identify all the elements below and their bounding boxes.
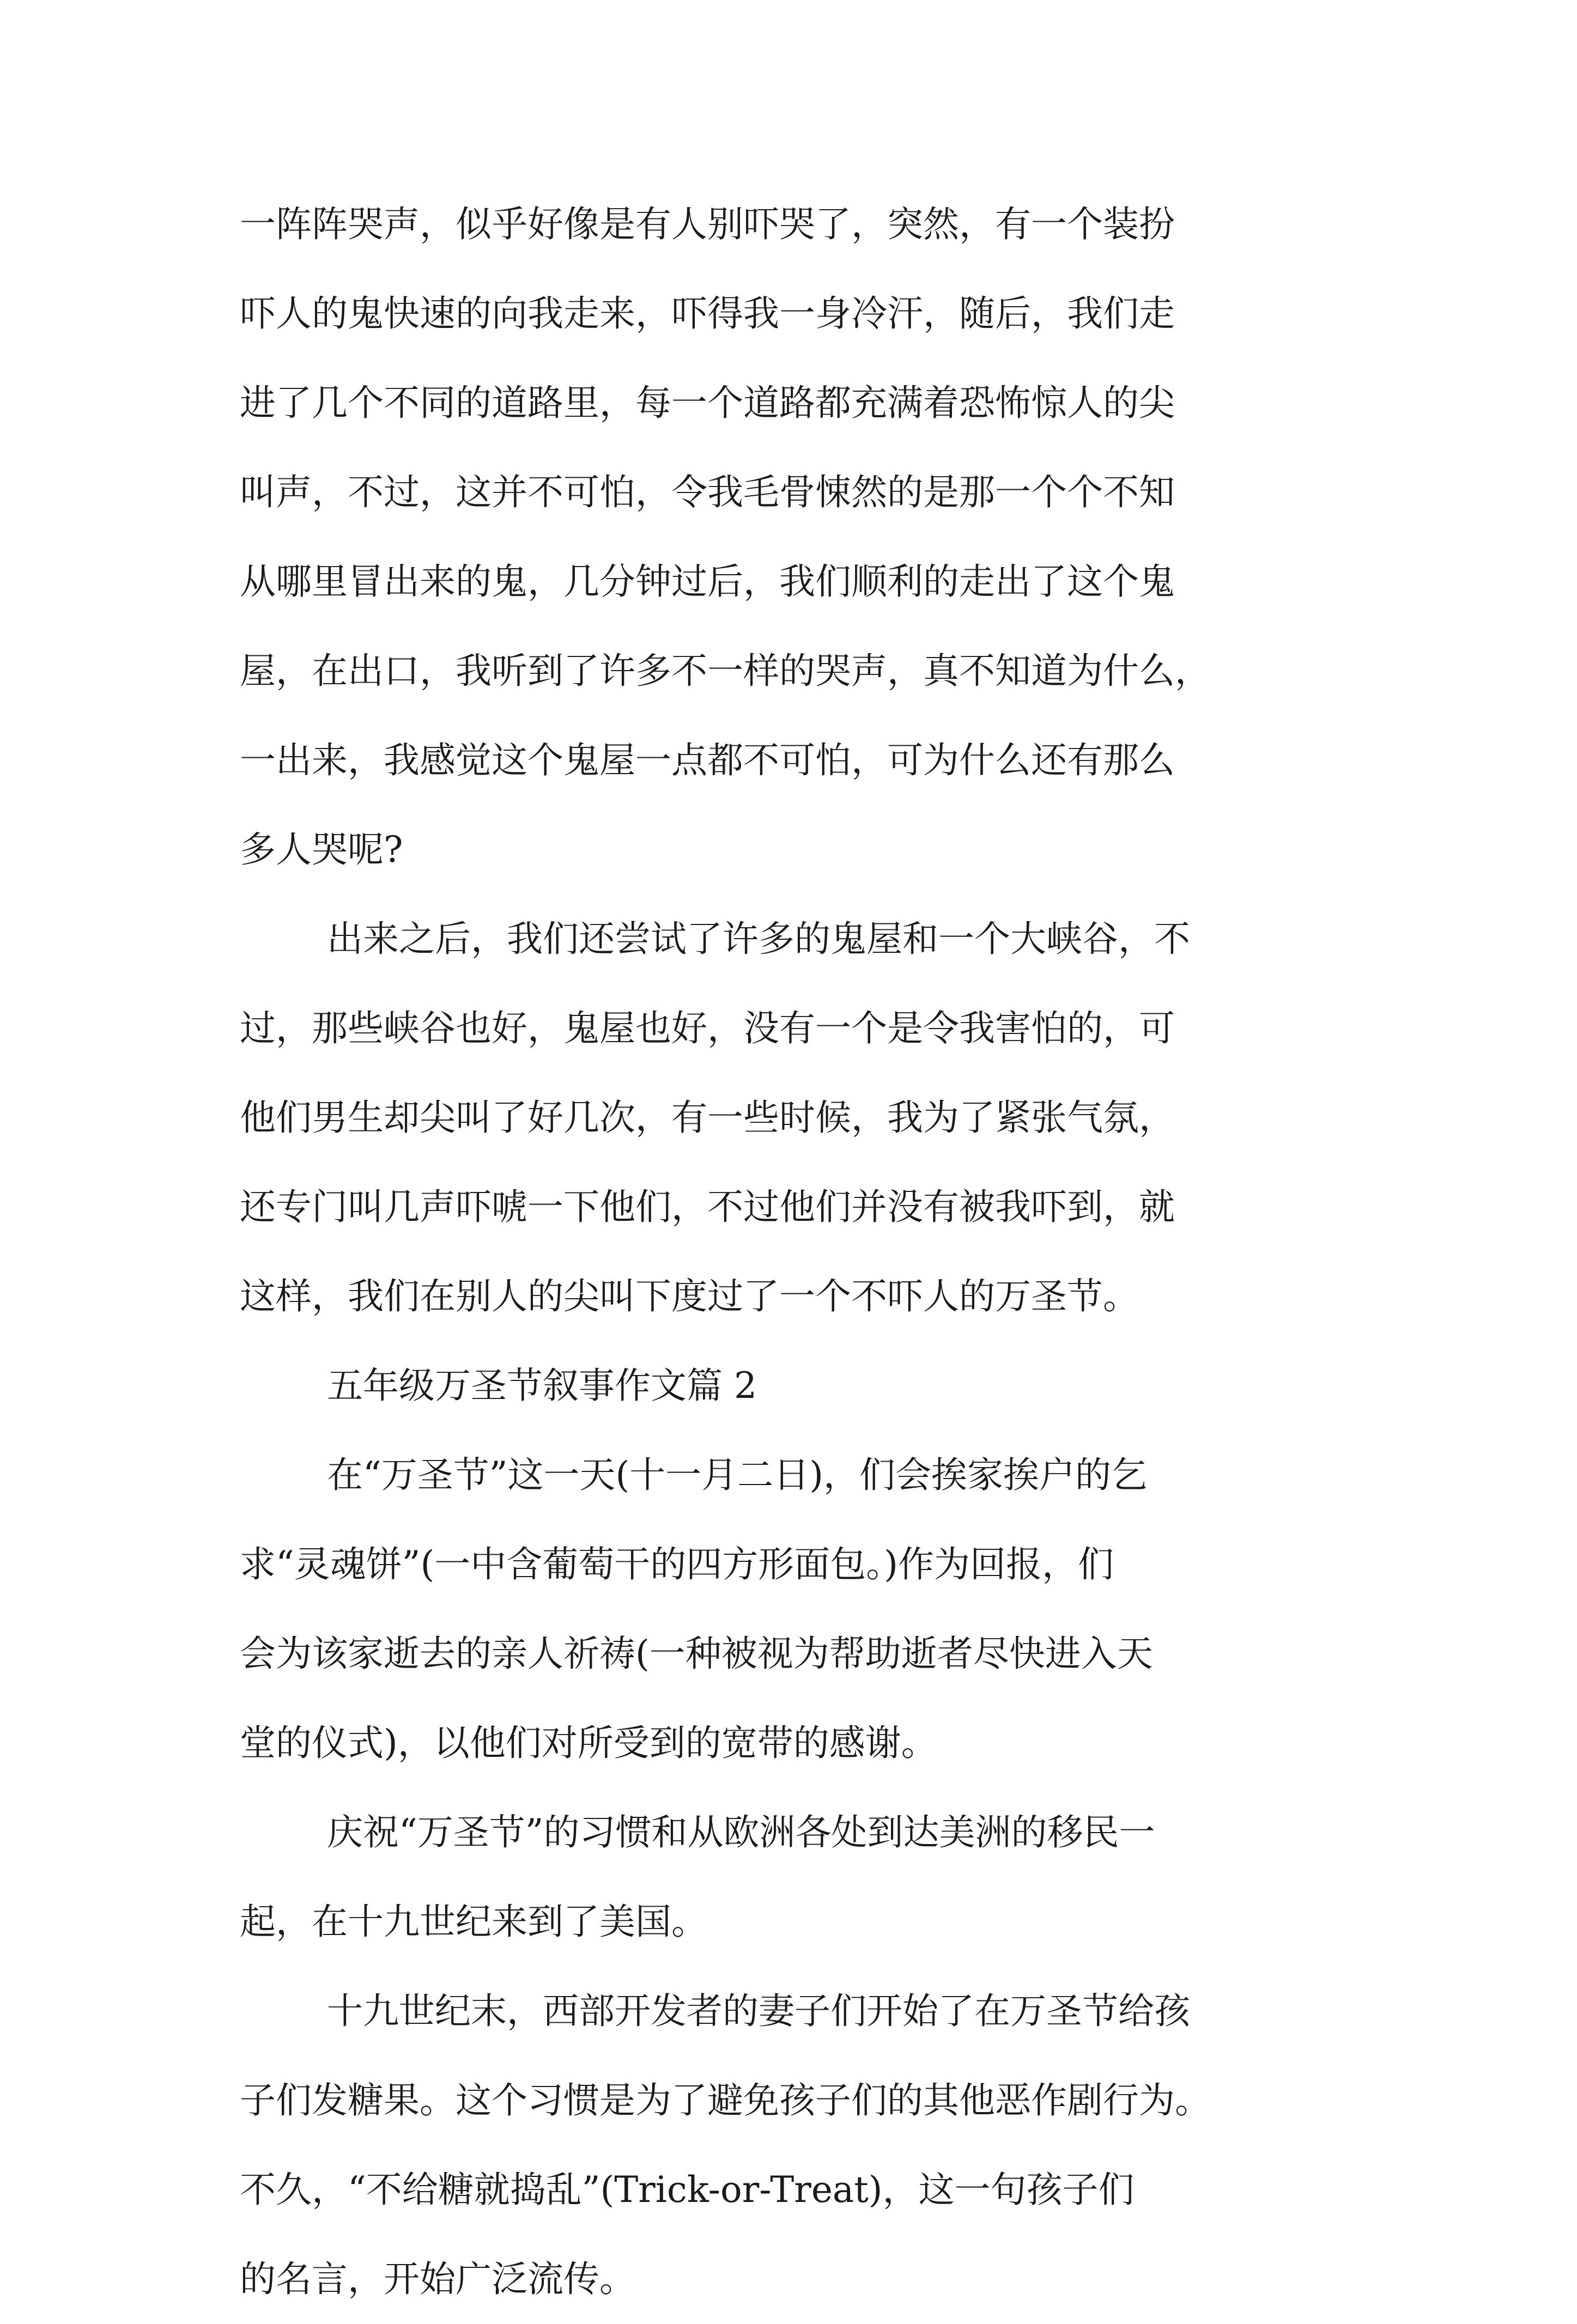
- text-line: 一出来，我感觉这个鬼屋一点都不可怕，可为什么还有那么: [240, 739, 1175, 781]
- text-line: 出来之后，我们还尝试了许多的鬼屋和一个大峡谷，不: [327, 918, 1190, 960]
- text-line: 进了几个不同的道路里，每一个道路都充满着恐怖惊人的尖: [240, 382, 1175, 424]
- text-line: 多人哭呢?: [240, 829, 403, 871]
- text-line: 堂的仪式)，以他们对所受到的宽带的感谢。: [240, 1722, 937, 1764]
- document-body: [240, 180, 1346, 2324]
- text-line: 还专门叫几声吓唬一下他们，不过他们并没有被我吓到，就: [240, 1186, 1175, 1228]
- text-line: 十九世纪末，西部开发者的妻子们开始了在万圣节给孩: [327, 1990, 1190, 2032]
- text-line: 在“万圣节”这一天(十一月二日)，们会挨家挨户的乞: [327, 1454, 1147, 1496]
- text-line: 屋，在出口，我听到了许多不一样的哭声，真不知道为什么，: [240, 650, 1211, 692]
- text-line: 这样，我们在别人的尖叫下度过了一个不吓人的万圣节。: [240, 1275, 1139, 1317]
- text-line: 一阵阵哭声，似乎好像是有人别吓哭了，突然，有一个装扮: [240, 203, 1175, 245]
- text-line: 的名言，开始广泛流传。: [240, 2258, 635, 2300]
- text-line: 起，在十九世纪来到了美国。: [240, 1901, 707, 1943]
- text-line: 不久，“不给糖就捣乱”(Trick-or-Treat)，这一句孩子们: [240, 2169, 1135, 2211]
- text-line: 叫声，不过，这并不可怕，令我毛骨悚然的是那一个个不知: [240, 471, 1175, 513]
- text-line: 会为该家逝去的亲人祈祷(一种被视为帮助逝者尽快进入天: [240, 1633, 1153, 1675]
- text-line: 过，那些峡谷也好，鬼屋也好，没有一个是令我害怕的，可: [240, 1007, 1175, 1049]
- text-line: 求“灵魂饼”(一中含葡萄干的四方形面包。)作为回报，们: [240, 1543, 1114, 1585]
- text-line: 庆祝“万圣节”的习惯和从欧洲各处到达美洲的移民一: [327, 1811, 1155, 1853]
- text-line: 他们男生却尖叫了好几次，有一些时候，我为了紧张气氛，: [240, 1097, 1175, 1139]
- text-line: 从哪里冒出来的鬼，几分钟过后，我们顺利的走出了这个鬼: [240, 561, 1175, 603]
- text-line: 子们发糖果。这个习惯是为了避免孩子们的其他恶作剧行为。: [240, 2079, 1211, 2121]
- text-line: 吓人的鬼快速的向我走来，吓得我一身冷汗，随后，我们走: [240, 293, 1175, 334]
- text-line: 五年级万圣节叙事作文篇 2: [327, 1365, 757, 1407]
